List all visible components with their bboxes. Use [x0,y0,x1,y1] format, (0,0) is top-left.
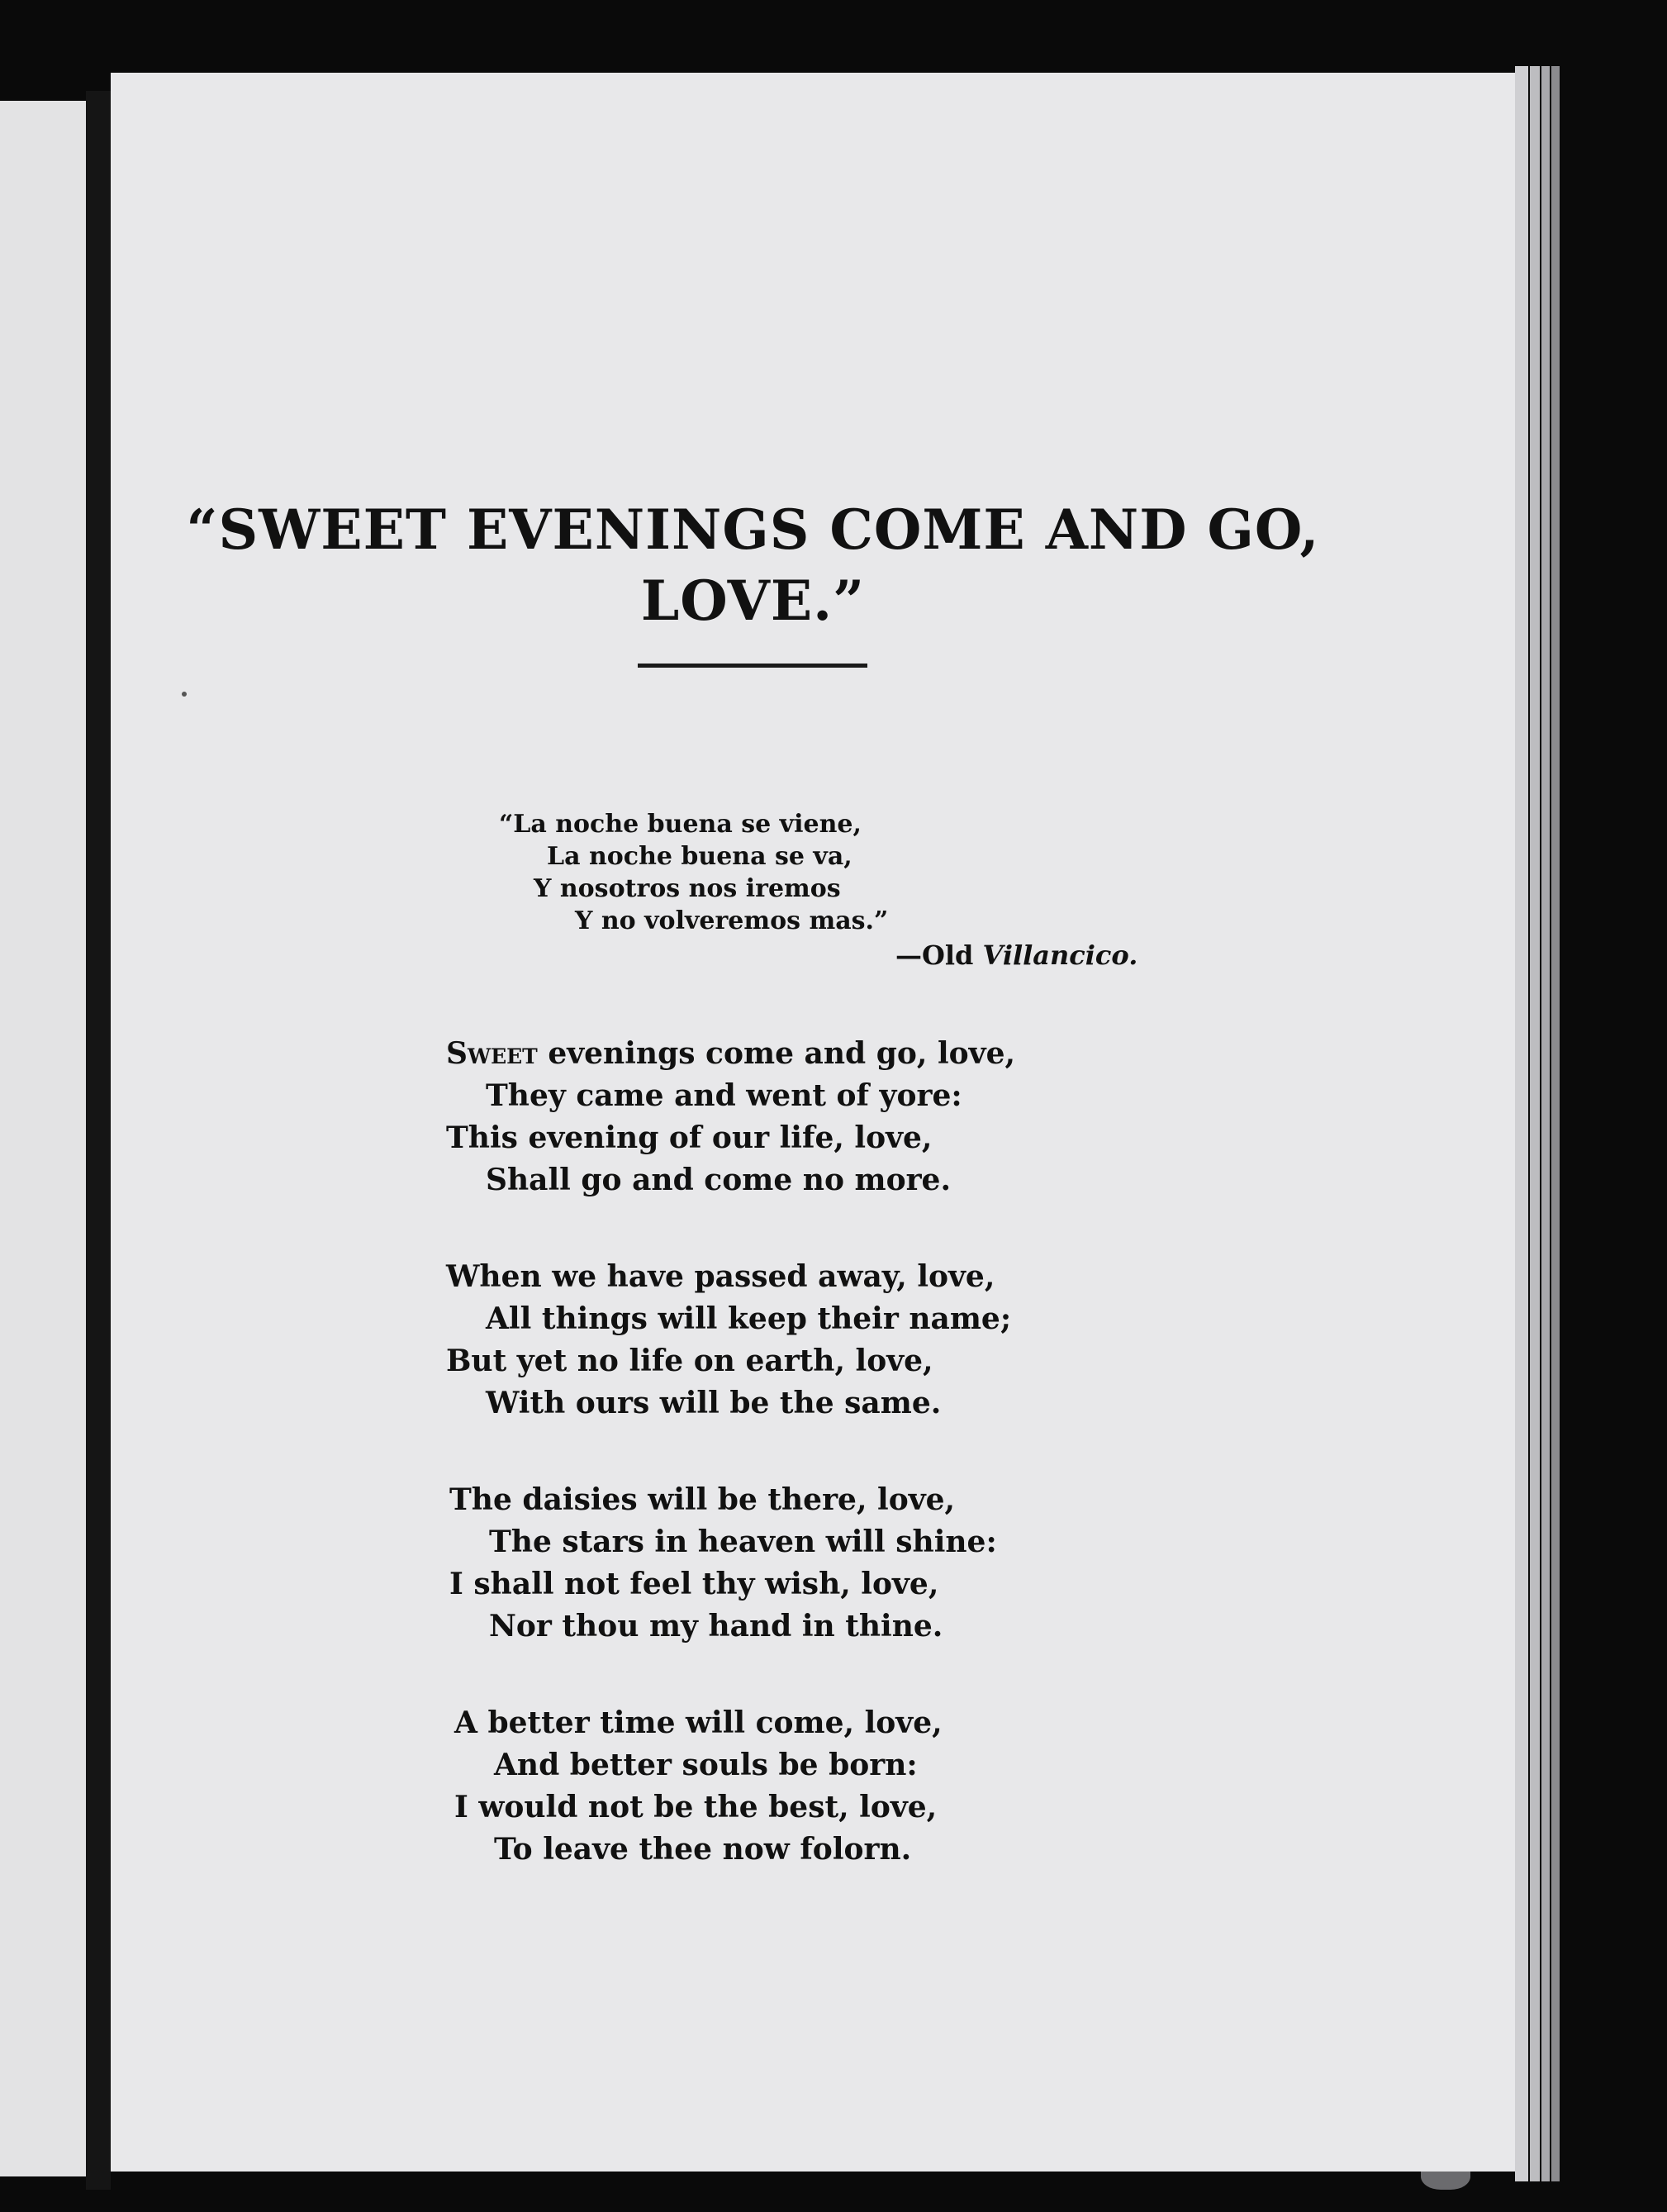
book-gutter [86,91,111,2190]
epigraph [499,808,888,937]
poem-title-line-2: LOVE.” [640,568,866,633]
epigraph-line: La noche buena se va, [547,842,852,871]
verse-line: Shall go and come no more. [486,1163,951,1197]
epigraph-line: Y no volveremos mas.” [575,906,889,935]
attribution-prefix: —Old [895,940,974,971]
verse-line: This evening of our life, love, [446,1120,933,1155]
verse-line: And better souls be born: [494,1748,918,1782]
book-page [111,73,1515,2172]
verse-line-rest: evenings come and go, love, [537,1036,1016,1071]
page-edge [1515,66,1528,2181]
verse-line [446,1033,1015,1075]
page-edge [1530,66,1540,2181]
epigraph-line: “La noche buena se viene, [499,810,862,839]
verse-line: To leave thee now folorn. [494,1832,912,1867]
poem-title [111,494,1395,636]
poem-body [446,1033,1015,1925]
verse-line: I would not be the best, love, [454,1790,938,1824]
verse-line: With ours will be the same. [486,1386,942,1420]
verse-line: Nor thou my hand in thine. [489,1609,943,1644]
ink-speck [182,692,187,697]
epigraph-line: Y nosotros nos iremos [534,874,841,903]
verse-line: The daisies will be there, love, [449,1482,956,1517]
page-edge [1551,66,1560,2181]
page-edge [1541,66,1550,2181]
opening-word: Sweet [446,1036,538,1071]
previous-page-edge [0,101,86,2176]
stanza [446,1256,1015,1425]
title-rule [638,664,867,668]
verse-line: I shall not feel thy wish, love, [449,1567,939,1601]
attribution-work: Villancico. [982,940,1138,971]
verse-line: A better time will come, love, [454,1705,943,1740]
stanza [449,1479,1015,1648]
verse-line: When we have passed away, love, [446,1259,995,1294]
verse-line: All things will keep their name; [486,1301,1012,1336]
verse-line: They came and went of yore: [486,1078,962,1113]
stanza [454,1702,1015,1871]
poem-title-line-1: “SWEET EVENINGS COME AND GO, [186,497,1320,562]
verse-line: But yet no life on earth, love, [446,1344,933,1378]
epigraph-attribution [895,939,1137,972]
verse-line: The stars in heaven will shine: [489,1525,997,1559]
stanza [446,1033,1015,1201]
